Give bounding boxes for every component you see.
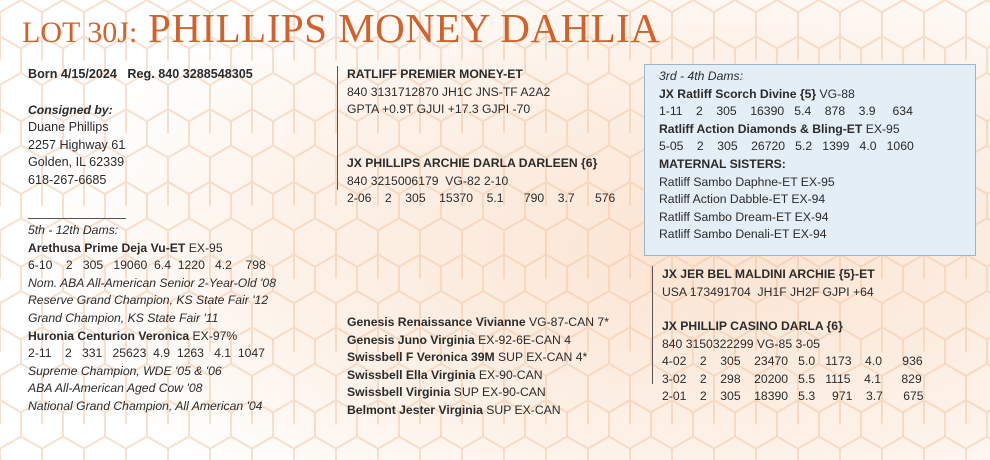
granddam-record: 3-02 2 298 20200 5.5 1115 4.1 829 — [662, 371, 922, 386]
family-member-name: Swissbell F Veronica 39M — [347, 350, 495, 365]
dam-score: EX-97% — [189, 328, 238, 343]
maternal-grandsire-id-line: USA 173491704 JH1F JH2F GJPI +64 — [662, 284, 874, 299]
dam-score: EX-95 — [862, 121, 900, 136]
family-member-score: SUP EX-CAN 4* — [494, 350, 588, 365]
registration-number: Reg. 840 3288548305 — [127, 67, 253, 81]
award-line: ABA All-American Aged Cow '08 — [28, 381, 203, 396]
award-line: Grand Champion, KS State Fair '11 — [28, 310, 219, 325]
dam-name: Ratliff Action Diamonds & Bling-ET — [659, 121, 863, 136]
maternal-sister: Ratliff Action Dabble-ET EX-94 — [659, 192, 826, 207]
family-member-name: Swissbell Ella Virginia — [347, 367, 476, 382]
sire-id-line: 840 3131712870 JH1C JNS-TF A2A2 — [347, 84, 551, 99]
family-member-score: SUP EX-CAN — [482, 402, 561, 417]
sire-genomic-line: GPTA +0.9T GJUI +17.3 GJPI -70 — [347, 102, 531, 117]
award-line: National Grand Champion, All American '04 — [28, 398, 263, 413]
maternal-sister: Ratliff Sambo Denali-ET EX-94 — [659, 227, 827, 242]
lot-number: LOT 30J: — [22, 16, 138, 49]
dam-record: 2-11 2 331 25623 4.9 1263 4.1 1047 — [28, 346, 265, 361]
dam-block — [347, 155, 615, 208]
maternal-sister: Ratliff Sambo Dream-ET EX-94 — [659, 209, 829, 224]
maternal-sisters-label: MATERNAL SISTERS: — [659, 156, 786, 171]
dams-5-12-section — [28, 222, 276, 416]
maternal-grandsire-name: JX JER BEL MALDINI ARCHIE {5}-ET — [662, 267, 875, 281]
dam-score: EX-95 — [185, 240, 223, 255]
granddam-name: JX PHILLIP CASINO DARLA {6} — [662, 319, 843, 333]
dam-name: JX Ratliff Scorch Divine {5} — [659, 86, 817, 101]
consignor-street: 2257 Highway 61 — [28, 137, 126, 152]
dam-name: JX PHILLIPS ARCHIE DARLA DARLEEN {6} — [347, 156, 598, 170]
dam-record: 6-10 2 305 19060 6.4 1220 4.2 798 — [28, 258, 266, 273]
consignor-city: Golden, IL 62339 — [28, 155, 125, 170]
maternal-grandsire-block — [662, 266, 875, 301]
family-member-score: EX-90-CAN — [475, 367, 543, 382]
maternal-sister: Ratliff Sambo Daphne-ET EX-95 — [659, 174, 835, 189]
granddam-block — [662, 318, 924, 406]
sire-block — [347, 66, 550, 119]
dam-record: 1-11 2 305 16390 5.4 878 3.9 634 — [659, 104, 913, 119]
sire-name: RATLIFF PREMIER MONEY-ET — [347, 67, 523, 81]
left-column — [28, 66, 253, 190]
granddam-record: 2-01 2 305 18390 5.3 971 3.7 675 — [662, 389, 924, 404]
consigned-by-label: Consigned by: — [28, 102, 113, 117]
dam-record: 5-05 2 305 26720 5.2 1399 4.0 1060 — [659, 139, 914, 154]
award-line: Reserve Grand Champion, KS State Fair '12 — [28, 293, 269, 308]
dam-name: Huronia Centurion Veronica — [28, 328, 190, 343]
pedigree-bracket — [652, 266, 653, 384]
family-member-name: Genesis Juno Virginia — [347, 332, 475, 347]
family-member-score: EX-92-6E-CAN 4 — [474, 332, 571, 347]
third-fourth-dams-content — [659, 68, 914, 244]
family-member-score: SUP EX-90-CAN — [450, 385, 546, 400]
dam-record: 2-06 2 305 15370 5.1 790 3.7 576 — [347, 191, 616, 206]
animal-name: PHILLIPS MONEY DAHLIA — [148, 5, 661, 51]
dam-score: VG-88 — [816, 86, 855, 101]
dam-id-line: 840 3215006179 VG-82 2-10 — [347, 173, 509, 188]
family-member-score: VG-87-CAN 7* — [525, 315, 609, 329]
dams-5-12-label: 5th - 12th Dams: — [28, 223, 119, 237]
award-line: Supreme Champion, WDE '05 & '06 — [28, 363, 222, 378]
family-member-name: Genesis Renaissance Vivianne — [347, 315, 526, 329]
family-member-name: Swissbell Virginia — [347, 385, 451, 400]
birth-registration — [28, 66, 253, 84]
pedigree-bracket — [337, 66, 338, 190]
canadian-family-list — [347, 314, 609, 420]
granddam-record: 4-02 2 305 23470 5.0 1173 4.0 936 — [662, 354, 923, 369]
divider — [28, 218, 126, 219]
page-title — [22, 4, 660, 52]
consignor-name: Duane Phillips — [28, 120, 109, 135]
award-line: Nom. ABA All-American Senior 2-Year-Old '08 — [28, 275, 276, 290]
consignor-phone: 618-267-6685 — [28, 172, 107, 187]
birth-date: Born 4/15/2024 — [28, 67, 117, 81]
granddam-id-line: 840 3150322299 VG-85 3-05 — [662, 336, 820, 351]
dam-name: Arethusa Prime Deja Vu-ET — [28, 240, 186, 255]
dams-3-4-label: 3rd - 4th Dams: — [659, 69, 743, 83]
family-member-name: Belmont Jester Virginia — [347, 402, 483, 417]
